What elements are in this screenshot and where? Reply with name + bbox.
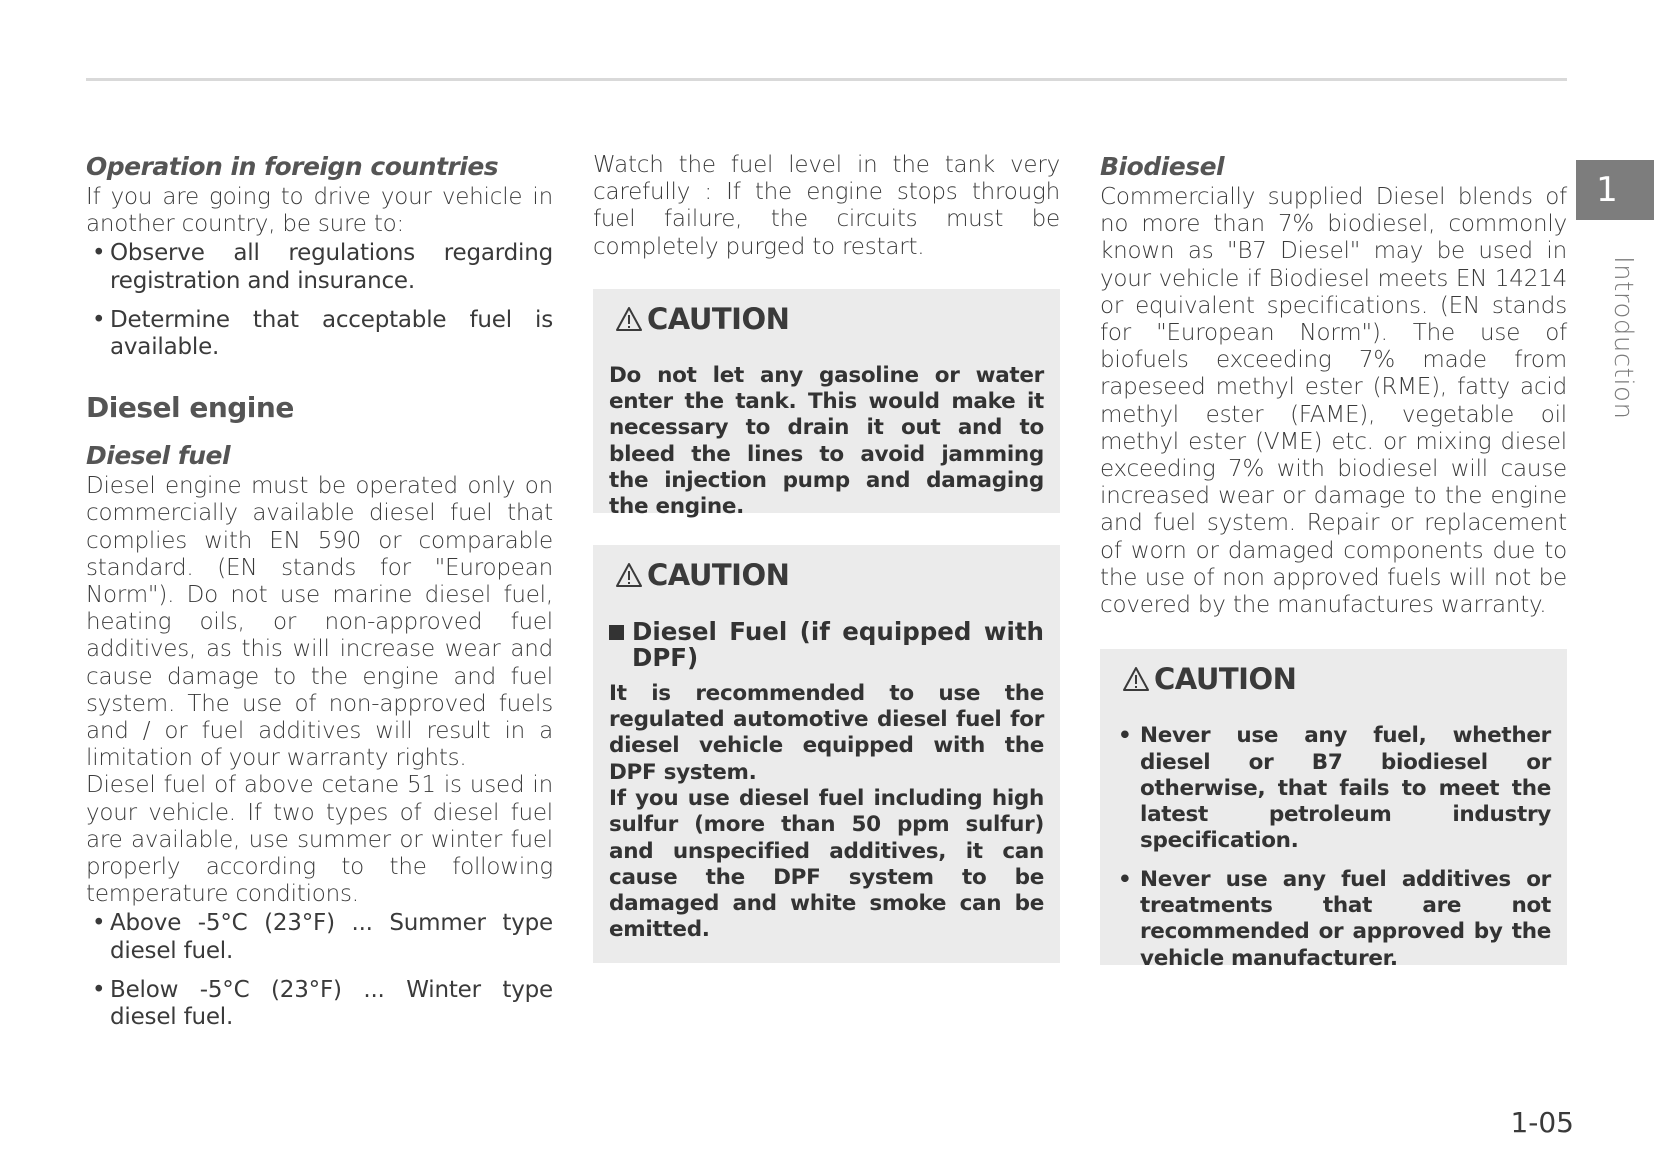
diesel-fuel-heading: Diesel fuel bbox=[86, 441, 231, 471]
dpf-subheading: Diesel Fuel (if equipped with DPF) bbox=[609, 619, 1044, 671]
chapter-label: Introduction bbox=[1608, 256, 1638, 420]
list-item: • Below -5°C (23°F) ... Winter type diesel fuel. bbox=[86, 977, 553, 1031]
warning-triangle-icon bbox=[615, 305, 643, 333]
diesel-fuel-paragraph-2: Diesel fuel of above cetane 51 is used in your vehicle. If two types of diesel fuel are available, use summer or winter fuel properly according to the following temperature conditions. bbox=[86, 772, 553, 908]
temperature-list bbox=[86, 910, 553, 1031]
list-item: • Never use any fuel additives or treatments that are not recommended or approved by the vehicle manufacturer. bbox=[1116, 867, 1551, 972]
biodiesel-heading: Biodiesel bbox=[1100, 152, 1225, 181]
caution-box-fuel-spec bbox=[1100, 649, 1567, 971]
caution-text: It is recommended to use the regulated automotive diesel fuel for diesel vehicle equipped with the DPF system. bbox=[609, 680, 1044, 785]
header-rule bbox=[86, 78, 1567, 81]
foreign-countries-heading: Operation in foreign countries bbox=[86, 152, 499, 181]
foreign-countries-list bbox=[86, 240, 553, 361]
list-item: • Determine that acceptable fuel is available. bbox=[86, 307, 553, 361]
list-item: • Never use any fuel, whether diesel or B7 biodiesel or otherwise, that fails to meet the latest petroleum industry specification. bbox=[1116, 723, 1551, 854]
caution-list bbox=[1116, 723, 1551, 972]
list-item: • Observe all regulations regarding registration and insurance. bbox=[86, 240, 553, 294]
caution-title: CAUTION bbox=[647, 557, 790, 592]
chapter-tab: 1 bbox=[1576, 160, 1654, 220]
fuel-level-paragraph: Watch the fuel level in the tank very carefully : If the engine stops through fuel failure, the circuits must be completely purged to restart. bbox=[593, 152, 1060, 260]
caution-box-gasoline-water bbox=[593, 289, 1060, 520]
diesel-fuel-paragraph-1: Diesel engine must be operated only on commercially available diesel fuel that complies with EN 590 or comparable standard. (EN stands for "European Norm"). Do not use marine diesel fuel, heating oils, or non-approved fuel additives, as this will increase wear and cause damage to the engine and fuel system. The use of non-approved fuels and / or fuel additives will result in a limitation of your warranty rights. bbox=[86, 473, 553, 772]
diesel-engine-heading: Diesel engine bbox=[86, 391, 294, 425]
middle-column bbox=[593, 150, 1060, 963]
foreign-countries-intro: If you are going to drive your vehicle in another country, be sure to: bbox=[86, 184, 553, 238]
page-number: 1-05 bbox=[1510, 1106, 1574, 1139]
left-column bbox=[86, 150, 553, 1043]
right-column bbox=[1100, 150, 1567, 971]
warning-triangle-icon bbox=[1122, 665, 1150, 693]
caution-title: CAUTION bbox=[647, 301, 790, 336]
caution-text: If you use diesel fuel including high sulfur (more than 50 ppm sulfur) and unspecified additives, it can cause the DPF system to be damaged and white smoke can be emitted. bbox=[609, 786, 1044, 943]
list-item: • Above -5°C (23°F) ... Summer type diesel fuel. bbox=[86, 910, 553, 964]
biodiesel-paragraph: Commercially supplied Diesel blends of no more than 7% biodiesel, commonly known as "B7 Diesel" may be used in your vehicle if Biodiesel meets EN 14214 or equivalent specifications. (EN stands for "European Norm"). The use of biofuels exceeding 7% made from rapeseed methyl ester (RME), fatty acid methyl ester (FAME), vegetable oil methyl ester (VME) etc. or mixing diesel exceeding 7% with biodiesel will cause increased wear or damage to the engine and fuel system. Repair or replacement of worn or damaged components due to the use of non approved fuels will not be covered by the manufactures warranty. bbox=[1100, 184, 1567, 619]
caution-box-dpf bbox=[593, 545, 1060, 963]
caution-title: CAUTION bbox=[1154, 662, 1297, 697]
square-bullet-icon bbox=[609, 625, 624, 640]
warning-triangle-icon bbox=[615, 561, 643, 589]
caution-text: Do not let any gasoline or water enter the tank. This would make it necessary to drain it out and to bleed the lines to avoid jamming the injection pump and damaging the engine. bbox=[609, 362, 1044, 520]
